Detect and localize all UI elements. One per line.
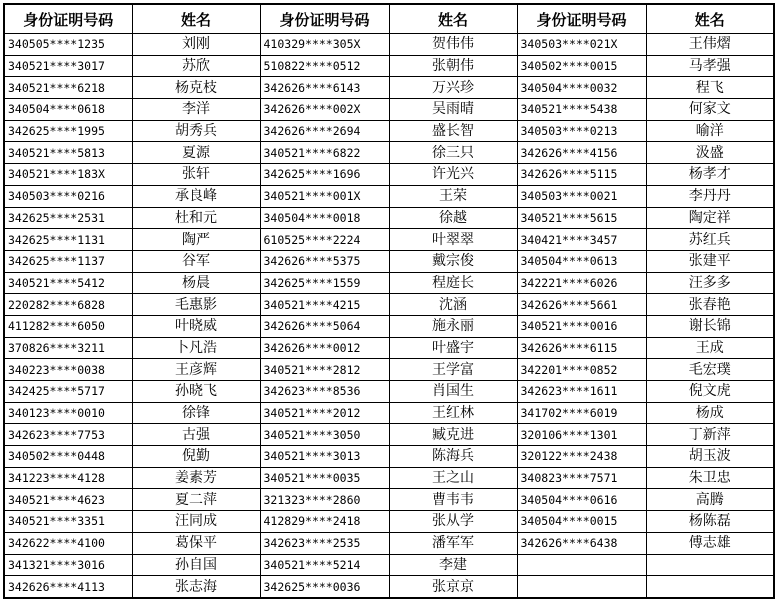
id-number-cell: 340504****0613: [517, 250, 646, 272]
id-number-cell: [517, 576, 646, 598]
id-number-cell: 342626****4113: [4, 576, 132, 598]
name-cell: 徐越: [389, 207, 517, 229]
name-cell: 夏源: [132, 142, 260, 164]
id-number-cell: 341702****6019: [517, 402, 646, 424]
name-cell: 许光兴: [389, 164, 517, 186]
id-number-cell: 342626****4156: [517, 142, 646, 164]
name-cell: 张朝伟: [389, 55, 517, 77]
table-row: [4, 359, 774, 381]
name-cell: 谢长锦: [646, 315, 774, 337]
id-number-cell: 340502****0015: [517, 55, 646, 77]
name-cell: 何家文: [646, 99, 774, 121]
id-number-cell: 340503****0021: [517, 185, 646, 207]
table-row: [4, 446, 774, 468]
id-number-cell: 340503****0213: [517, 120, 646, 142]
table-row: [4, 250, 774, 272]
table-row: [4, 55, 774, 77]
name-cell: 王之山: [389, 467, 517, 489]
name-cell: 毛宏璞: [646, 359, 774, 381]
name-cell: 毛惠影: [132, 294, 260, 316]
table-row: [4, 424, 774, 446]
header-name-col-1: 姓名: [132, 4, 260, 34]
name-cell: 刘刚: [132, 34, 260, 56]
id-number-cell: 342626****5115: [517, 164, 646, 186]
id-number-cell: 340503****0216: [4, 185, 132, 207]
name-cell: 胡秀兵: [132, 120, 260, 142]
id-number-cell: 342626****5661: [517, 294, 646, 316]
id-number-cell: 342622****4100: [4, 532, 132, 554]
id-number-cell: 342626****5375: [260, 250, 389, 272]
name-cell: 杨陈磊: [646, 511, 774, 533]
name-cell: 杜和元: [132, 207, 260, 229]
id-number-cell: 340521****5615: [517, 207, 646, 229]
id-number-cell: 342626****5064: [260, 315, 389, 337]
name-cell: 汲盛: [646, 142, 774, 164]
name-cell: 夏二萍: [132, 489, 260, 511]
name-cell: 王成: [646, 337, 774, 359]
name-cell: 杨成: [646, 402, 774, 424]
name-cell: 傅志雄: [646, 532, 774, 554]
id-number-cell: 340823****7571: [517, 467, 646, 489]
name-cell: [646, 554, 774, 576]
id-number-cell: 220282****6828: [4, 294, 132, 316]
name-cell: 杨孝才: [646, 164, 774, 186]
id-number-cell: 342221****6026: [517, 272, 646, 294]
table-row: [4, 511, 774, 533]
id-number-cell: 340504****0018: [260, 207, 389, 229]
id-number-cell: 340521****2012: [260, 402, 389, 424]
id-number-cell: 342626****6438: [517, 532, 646, 554]
name-cell: 朱卫忠: [646, 467, 774, 489]
table-row: [4, 294, 774, 316]
id-number-cell: 342626****6143: [260, 77, 389, 99]
name-cell: 王学富: [389, 359, 517, 381]
id-number-cell: 340521****001X: [260, 185, 389, 207]
id-number-cell: 342625****1131: [4, 229, 132, 251]
name-cell: 卜凡浩: [132, 337, 260, 359]
table-row: [4, 315, 774, 337]
table-row: [4, 207, 774, 229]
id-number-cell: 410329****305X: [260, 34, 389, 56]
name-cell: 倪文虎: [646, 381, 774, 403]
name-cell: 汪同成: [132, 511, 260, 533]
id-number-cell: 342626****0012: [260, 337, 389, 359]
table-row: [4, 99, 774, 121]
name-cell: 张京京: [389, 576, 517, 598]
id-number-cell: 342623****1611: [517, 381, 646, 403]
table-row: [4, 402, 774, 424]
name-cell: 喻洋: [646, 120, 774, 142]
id-number-cell: 340521****0035: [260, 467, 389, 489]
name-cell: 孙自国: [132, 554, 260, 576]
table-row: [4, 337, 774, 359]
id-number-cell: 340504****0618: [4, 99, 132, 121]
table-row: [4, 229, 774, 251]
id-number-cell: 340521****5813: [4, 142, 132, 164]
name-cell: 王彦辉: [132, 359, 260, 381]
name-cell: 徐三只: [389, 142, 517, 164]
id-number-cell: 340504****0616: [517, 489, 646, 511]
name-cell: 肖国生: [389, 381, 517, 403]
id-number-cell: 320106****1301: [517, 424, 646, 446]
name-cell: 张轩: [132, 164, 260, 186]
name-cell: [646, 576, 774, 598]
id-number-cell: 342626****6115: [517, 337, 646, 359]
name-cell: 张从学: [389, 511, 517, 533]
name-cell: 叶盛宇: [389, 337, 517, 359]
name-cell: 承良峰: [132, 185, 260, 207]
name-cell: 曹韦韦: [389, 489, 517, 511]
id-number-cell: 342623****7753: [4, 424, 132, 446]
id-number-cell: 340521****3050: [260, 424, 389, 446]
id-number-cell: 342623****2535: [260, 532, 389, 554]
name-cell: 胡玉波: [646, 446, 774, 468]
id-number-cell: 342623****8536: [260, 381, 389, 403]
id-number-cell: 411282****6050: [4, 315, 132, 337]
name-cell: 陶定祥: [646, 207, 774, 229]
id-number-cell: 342625****0036: [260, 576, 389, 598]
header-id-col-2: 身份证明号码: [260, 4, 389, 34]
name-cell: 古强: [132, 424, 260, 446]
header-name-col-2: 姓名: [389, 4, 517, 34]
id-number-cell: 340521****6218: [4, 77, 132, 99]
name-cell: 张春艳: [646, 294, 774, 316]
name-cell: 叶晓威: [132, 315, 260, 337]
header-row: [4, 4, 774, 34]
header-name-col-3: 姓名: [646, 4, 774, 34]
id-number-cell: 340521****0016: [517, 315, 646, 337]
id-number-cell: 340521****3013: [260, 446, 389, 468]
id-number-cell: 412829****2418: [260, 511, 389, 533]
name-cell: 施永丽: [389, 315, 517, 337]
name-cell: 徐锋: [132, 402, 260, 424]
id-number-cell: 510822****0512: [260, 55, 389, 77]
header-id-col-1: 身份证明号码: [4, 4, 132, 34]
name-cell: 谷军: [132, 250, 260, 272]
table-row: [4, 554, 774, 576]
id-number-cell: 342625****1995: [4, 120, 132, 142]
id-number-cell: 340521****183X: [4, 164, 132, 186]
id-number-cell: 342625****1696: [260, 164, 389, 186]
table-row: [4, 34, 774, 56]
id-number-cell: 340521****2812: [260, 359, 389, 381]
id-number-cell: 340223****0038: [4, 359, 132, 381]
table-row: [4, 142, 774, 164]
table-row: [4, 77, 774, 99]
id-number-cell: 340521****5438: [517, 99, 646, 121]
id-number-cell: 321323****2860: [260, 489, 389, 511]
id-number-cell: [517, 554, 646, 576]
name-cell: 万兴珍: [389, 77, 517, 99]
name-cell: 戴宗俊: [389, 250, 517, 272]
id-number-cell: 340504****0015: [517, 511, 646, 533]
name-cell: 李建: [389, 554, 517, 576]
id-number-cell: 340504****0032: [517, 77, 646, 99]
id-number-cell: 340521****5214: [260, 554, 389, 576]
table-row: [4, 185, 774, 207]
name-cell: 王红林: [389, 402, 517, 424]
name-cell: 杨克枝: [132, 77, 260, 99]
table-row: [4, 532, 774, 554]
name-cell: 潘军军: [389, 532, 517, 554]
name-cell: 姜素芳: [132, 467, 260, 489]
id-number-cell: 342625****1137: [4, 250, 132, 272]
table-row: [4, 164, 774, 186]
name-cell: 陶严: [132, 229, 260, 251]
name-cell: 高腾: [646, 489, 774, 511]
name-cell: 丁新萍: [646, 424, 774, 446]
id-number-cell: 340505****1235: [4, 34, 132, 56]
table-body: [4, 34, 774, 598]
name-cell: 葛保平: [132, 532, 260, 554]
id-number-cell: 340503****021X: [517, 34, 646, 56]
name-cell: 马孝强: [646, 55, 774, 77]
id-number-cell: 610525****2224: [260, 229, 389, 251]
id-name-table: [3, 3, 775, 599]
name-cell: 沈涵: [389, 294, 517, 316]
id-number-cell: 341223****4128: [4, 467, 132, 489]
name-cell: 臧克进: [389, 424, 517, 446]
table-row: [4, 489, 774, 511]
id-number-cell: 340123****0010: [4, 402, 132, 424]
id-number-cell: 340521****3017: [4, 55, 132, 77]
id-number-cell: 342425****5717: [4, 381, 132, 403]
id-number-cell: 340521****5412: [4, 272, 132, 294]
name-cell: 程庭长: [389, 272, 517, 294]
id-number-cell: 340521****4623: [4, 489, 132, 511]
id-number-cell: 340502****0448: [4, 446, 132, 468]
id-number-cell: 340521****4215: [260, 294, 389, 316]
table-row: [4, 381, 774, 403]
id-number-cell: 320122****2438: [517, 446, 646, 468]
name-cell: 苏欣: [132, 55, 260, 77]
id-number-cell: 340521****3351: [4, 511, 132, 533]
name-cell: 倪勤: [132, 446, 260, 468]
id-number-cell: 340421****3457: [517, 229, 646, 251]
name-cell: 陈海兵: [389, 446, 517, 468]
table-row: [4, 576, 774, 598]
name-cell: 张建平: [646, 250, 774, 272]
name-cell: 孙晓飞: [132, 381, 260, 403]
name-cell: 苏红兵: [646, 229, 774, 251]
header-id-col-3: 身份证明号码: [517, 4, 646, 34]
id-number-cell: 342626****002X: [260, 99, 389, 121]
id-number-cell: 340521****6822: [260, 142, 389, 164]
name-cell: 杨晨: [132, 272, 260, 294]
table-row: [4, 120, 774, 142]
table-row: [4, 467, 774, 489]
name-cell: 李洋: [132, 99, 260, 121]
table-row: [4, 272, 774, 294]
name-cell: 王伟熠: [646, 34, 774, 56]
name-cell: 汪多多: [646, 272, 774, 294]
id-number-cell: 341321****3016: [4, 554, 132, 576]
id-number-cell: 370826****3211: [4, 337, 132, 359]
name-cell: 王荣: [389, 185, 517, 207]
name-cell: 李丹丹: [646, 185, 774, 207]
id-number-cell: 342201****0852: [517, 359, 646, 381]
id-number-cell: 342626****2694: [260, 120, 389, 142]
id-number-cell: 342625****2531: [4, 207, 132, 229]
id-number-cell: 342625****1559: [260, 272, 389, 294]
name-cell: 贺伟伟: [389, 34, 517, 56]
name-cell: 叶翠翠: [389, 229, 517, 251]
name-cell: 盛长智: [389, 120, 517, 142]
name-cell: 吴雨晴: [389, 99, 517, 121]
name-cell: 张志海: [132, 576, 260, 598]
name-cell: 程飞: [646, 77, 774, 99]
